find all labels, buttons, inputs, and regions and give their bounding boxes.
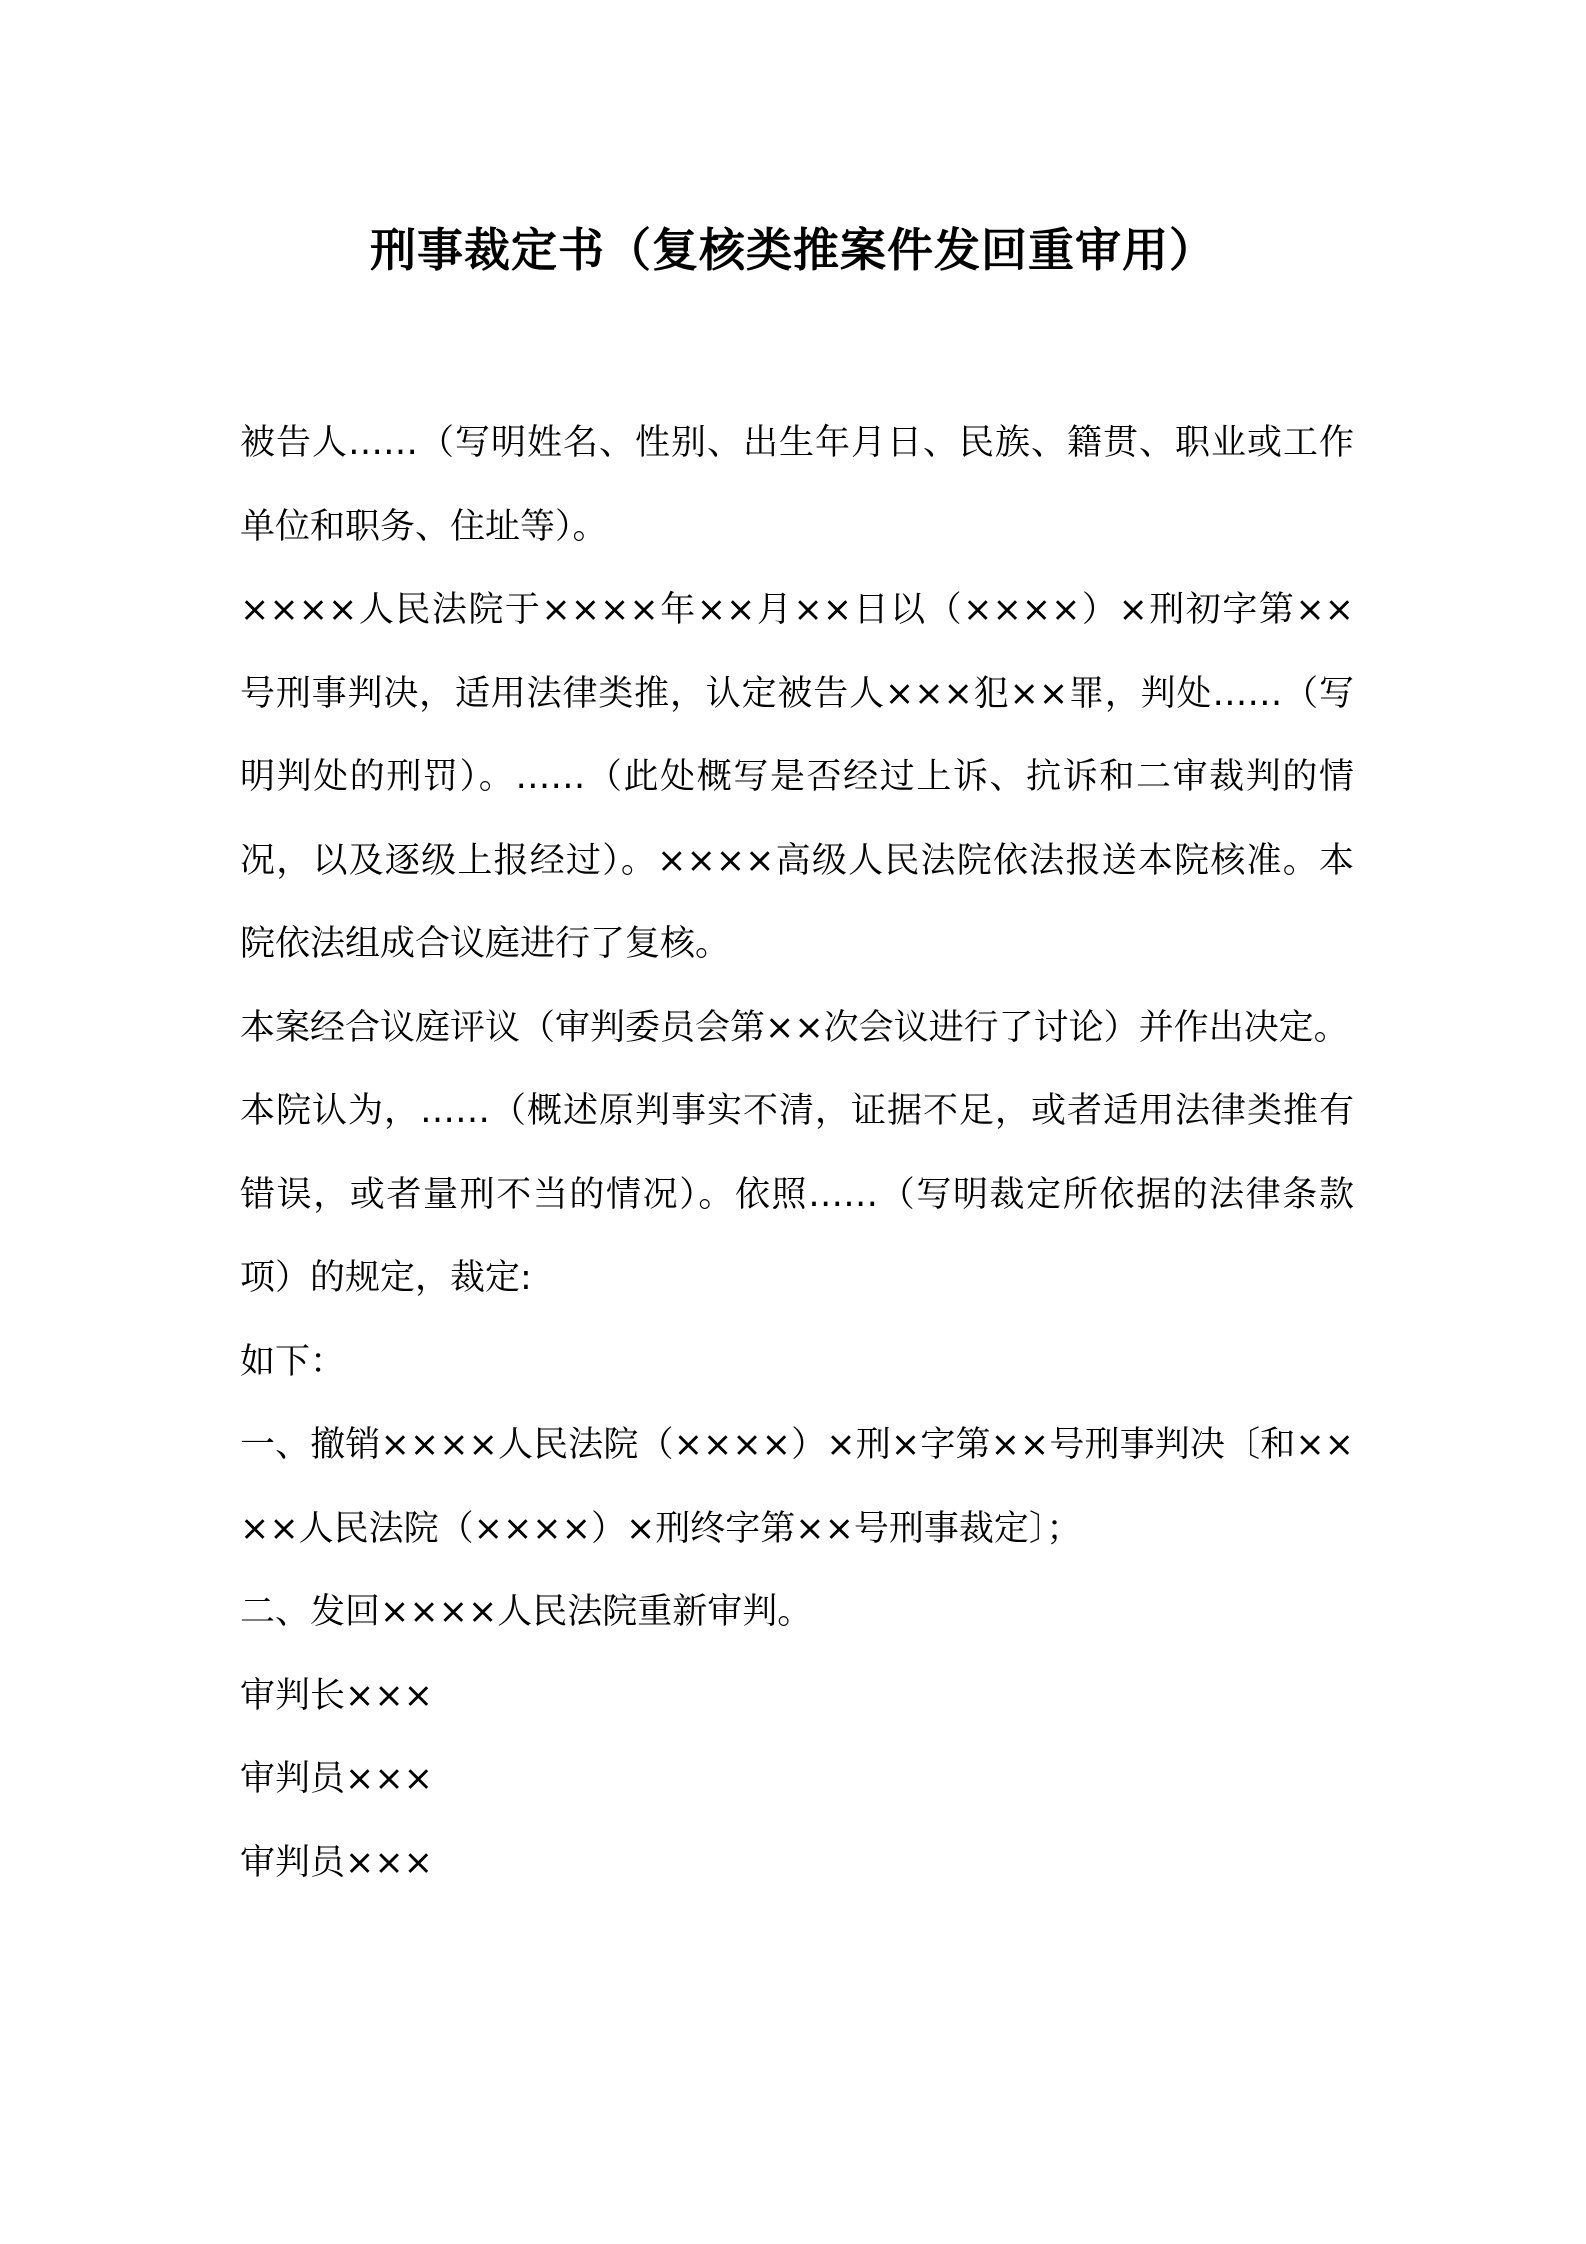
presiding-judge-signature: 审判长××× bbox=[240, 1675, 433, 1716]
judge-signature-1: 审判员××× bbox=[240, 1759, 433, 1799]
document-body bbox=[240, 402, 1354, 1905]
judge-signature-2: 审判员××× bbox=[240, 1842, 433, 1883]
defendant-info-paragraph: 被告人……（写明姓名、性别、出生年月日、民族、籍贯、职业或工作单位和职务、住址等）。 bbox=[240, 423, 1354, 547]
ruling-intro-paragraph: 如下： bbox=[240, 1341, 346, 1382]
ruling-item-1: 一、撤销××××人民法院（××××）×刑×字第××号刑事判决〔和××××人民法院（××××）×刑终字第××号刑事裁定〕； bbox=[240, 1425, 1354, 1549]
court-opinion-paragraph: 本院认为，……（概述原判事实不清，证据不足，或者适用法律类推有错误，或者量刑不当的情况）。依照……（写明裁定所依据的法律条款项）的规定，裁定: bbox=[240, 1091, 1354, 1298]
case-history-paragraph: ××××人民法院于××××年××月××日以（××××）×刑初字第××号刑事判决，适用法律类推，认定被告人×××犯××罪，判处……（写明判处的刑罚）。……（此处概写是否经过上诉、抗诉和二审裁判的情况，以及逐级上报经过）。××××高级人民法院依法报送本院核准。本院依法组成合议庭进行了复核。 bbox=[240, 590, 1354, 964]
deliberation-paragraph: 本案经合议庭评议（审判委员会第××次会议进行了讨论）并作出决定。 bbox=[240, 1007, 1349, 1048]
document-title: 刑事裁定书（复核类推案件发回重审用） bbox=[370, 223, 1216, 277]
ruling-item-2: 二、发回××××人民法院重新审判。 bbox=[240, 1592, 813, 1632]
